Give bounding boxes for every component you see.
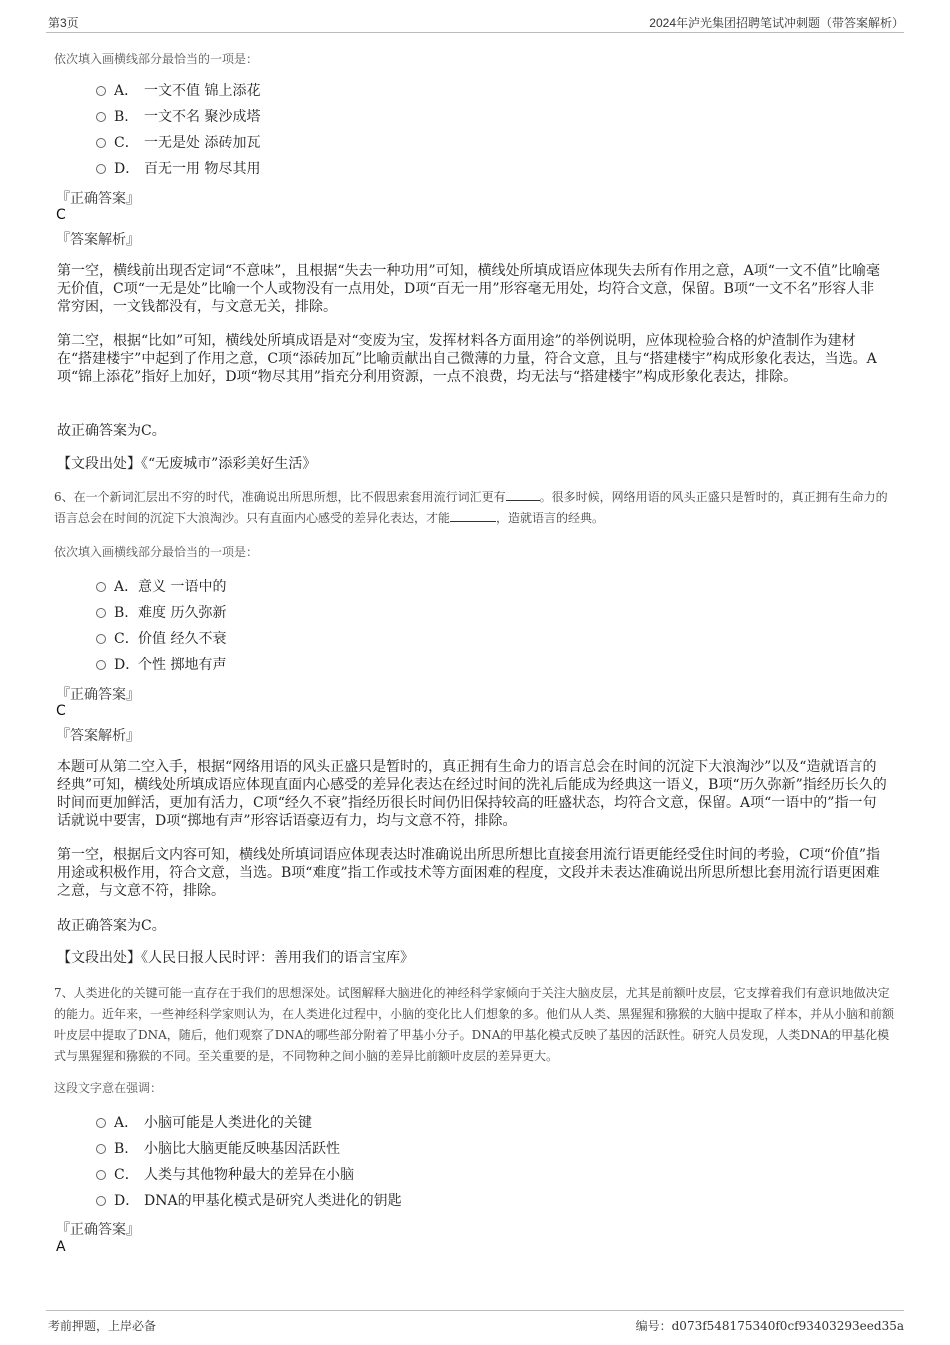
q7-option-a[interactable]: A． 小脑可能是人类进化的关键 <box>96 1112 312 1134</box>
radio-icon[interactable] <box>96 582 106 592</box>
q5-source: 【文段出处】《“无废城市”添彩美好生活》 <box>57 456 317 472</box>
q5-analysis-label: 『答案解析』 <box>56 232 140 248</box>
q6-answer: C <box>56 703 66 719</box>
q6-prompt: 依次填入画横线部分最恰当的一项是： <box>54 545 259 559</box>
radio-icon[interactable] <box>96 164 106 174</box>
blank-line <box>450 509 496 522</box>
q7-question: 7、人类进化的关键可能一直存在于我们的思想深处。试图解释大脑进化的神经科学家倾向于关注大脑皮层，尤其是前额叶皮层，它支撑着我们有意识地做决定的能力。近年来，一些神经科学家则认为，在人类进化过程中，小脑的变化比人们想象的多。他们从人类、黑猩猩和猕猴的大脑中提取了样本，并从小脑和前额叶皮层中提取了DNA，随后，他们观察了DNA的哪些部分附着了甲基小分子。DNA的甲基化模式反映了基因的活跃性。研究人员发现，人类DNA的甲基化模式与黑猩猩和猕猴的不同。至关重要的是，不同物种之间小脑的差异比前额叶皮层的差异更大。 <box>54 986 895 1063</box>
q6-question: 6、在一个新词汇层出不穷的时代，准确说出所思所想，比不假思索套用流行词汇更有 。很多时候，网络用语的风头正盛只是暂时的，真正拥有生命力的语言总会在时间的沉淀下大浪淘沙。只有直面内心感受的差异化表达，才能 ，造就语言的经典。 <box>54 490 888 525</box>
q6-option-b[interactable]: B. 难度 历久弥新 <box>96 602 226 624</box>
page-header <box>46 12 904 33</box>
q6-conclusion: 故正确答案为C。 <box>57 918 166 934</box>
q6-option-a[interactable]: A．意义 一语中的 <box>96 576 226 598</box>
q6-analysis-para-2: 第一空，根据后文内容可知，横线处所填词语应体现表达时准确说出所思所想比直接套用流行语更能经受住时间的考验，C项“价值”指用途或积极作用，符合文意，当选。B项“难度”指工作或技术等方面困难的程度，文段并未表达准确说出所思所想比套用流行语更困难之意，与文意不符，排除。 <box>57 847 881 899</box>
q6-answer-label: 『正确答案』 <box>56 687 140 703</box>
q7-option-b[interactable]: B. 小脑比大脑更能反映基因活跃性 <box>96 1138 340 1160</box>
blank-line <box>506 488 540 501</box>
radio-icon[interactable] <box>96 1118 106 1128</box>
document-code: 编号：d073f548175340f0cf93403293eed35a <box>635 1319 904 1333</box>
radio-icon[interactable] <box>96 660 106 670</box>
q5-analysis-para-1: 第一空，横线前出现否定词“不意味”，且根据“失去一种功用”可知，横线处所填成语应体现失去所有作用之意，A项“一文不值”比喻毫无价值，C项“一无是处”比喻一个人或物没有一点用处，D项“百无一用”形容毫无用处，均符合文意，保留。B项“一文不名”形容人非常穷困，一文钱都没有，与文意无关，排除。 <box>57 263 881 315</box>
radio-icon[interactable] <box>96 86 106 96</box>
document-title: 2024年泸光集团招聘笔试冲刺题（带答案解析） <box>649 16 904 30</box>
q5-option-b[interactable]: B. 一文不名 聚沙成塔 <box>96 106 260 128</box>
q7-answer: A <box>56 1239 66 1255</box>
radio-icon[interactable] <box>96 1196 106 1206</box>
radio-icon[interactable] <box>96 112 106 122</box>
q5-option-c[interactable]: C． 一无是处 添砖加瓦 <box>96 132 260 154</box>
page-number: 第3页 <box>48 16 79 30</box>
q6-option-d[interactable]: D．个性 掷地有声 <box>96 654 226 676</box>
q5-option-a[interactable]: A． 一文不值 锦上添花 <box>96 80 260 102</box>
q6-source: 【文段出处】《人民日报人民时评：善用我们的语言宝库》 <box>57 950 414 966</box>
q6-analysis-label: 『答案解析』 <box>56 728 140 744</box>
q5-conclusion: 故正确答案为C。 <box>57 423 166 439</box>
q6-analysis-para-1: 本题可从第二空入手，根据“网络用语的风头正盛只是暂时的，真正拥有生命力的语言总会在时间的沉淀下大浪淘沙”以及“造就语言的经典”可知，横线处所填成语应体现直面内心感受的差异化表达在经过时间的洗礼后能成为经典这一语义，B项“历久弥新”指经历长久的时间而更加鲜活，更加有活力，C项“经久不衰”指经历很长时间仍旧保持较高的旺盛状态，均符合文意，保留。A项“一语中的”指一句话就说中要害，D项“掷地有声”形容话语豪迈有力，均与文意不符，排除。 <box>57 759 887 829</box>
q6-option-c[interactable]: C．价值 经久不衰 <box>96 628 226 650</box>
radio-icon[interactable] <box>96 138 106 148</box>
q7-option-c[interactable]: C． 人类与其他物种最大的差异在小脑 <box>96 1164 354 1186</box>
q7-option-d[interactable]: D． DNA的甲基化模式是研究人类进化的钥匙 <box>96 1190 402 1212</box>
q5-answer-label: 『正确答案』 <box>56 191 140 207</box>
radio-icon[interactable] <box>96 1170 106 1180</box>
radio-icon[interactable] <box>96 608 106 618</box>
radio-icon[interactable] <box>96 634 106 644</box>
q5-analysis-para-2: 第二空，根据“比如”可知，横线处所填成语是对“变废为宝，发挥材料各方面用途”的举例说明，应体现检验合格的炉渣制作为建材在“搭建楼宇”中起到了作用之意，C项“添砖加瓦”比喻贡献出自己微薄的力量，符合文意，且与“搭建楼宇”构成形象化表达，当选。A项“锦上添花”指好上加好，D项“物尽其用”指充分利用资源，一点不浪费，均无法与“搭建楼宇”构成形象化表达，排除。 <box>57 333 877 385</box>
q5-answer: C <box>56 207 66 223</box>
q7-prompt: 这段文字意在强调： <box>54 1081 163 1095</box>
q5-prompt: 依次填入画横线部分最恰当的一项是： <box>54 52 259 66</box>
footer-slogan: 考前押题，上岸必备 <box>48 1319 157 1333</box>
q7-answer-label: 『正确答案』 <box>56 1222 140 1238</box>
radio-icon[interactable] <box>96 1144 106 1154</box>
q5-option-d[interactable]: D． 百无一用 物尽其用 <box>96 158 260 180</box>
page-footer <box>46 1310 904 1337</box>
